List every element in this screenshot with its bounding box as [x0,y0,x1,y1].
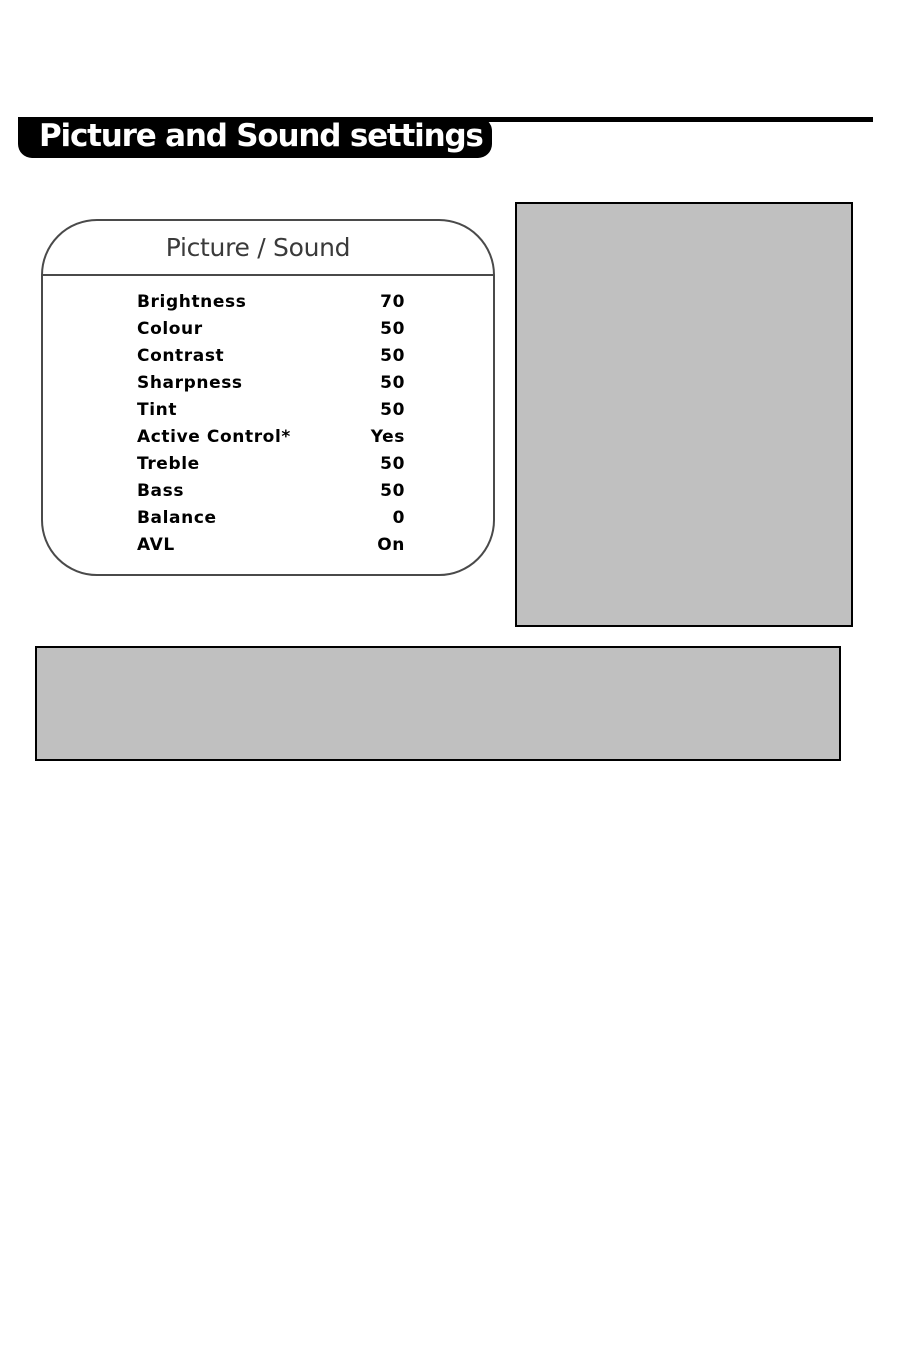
menu-item-value: 50 [380,400,405,420]
section-header [18,117,492,158]
menu-item-value: 50 [380,346,405,366]
menu-item-value: On [377,535,405,555]
menu-item-label: Balance [137,508,217,528]
menu-item-label: Colour [137,319,203,339]
menu-item-label: Brightness [137,292,247,312]
menu-item-label: Bass [137,481,185,501]
menu-title: Picture / Sound [165,233,351,262]
menu-item-balance[interactable] [137,505,405,532]
menu-item-value: 50 [380,373,405,393]
picture-sound-menu [41,219,495,576]
menu-item-label: Contrast [137,346,225,366]
menu-item-contrast[interactable] [137,343,405,370]
placeholder-box-bottom [35,646,841,761]
menu-list [137,289,405,559]
menu-item-value: Yes [370,427,405,447]
menu-item-label: AVL [137,535,175,555]
section-title: Picture and Sound settings [39,118,483,154]
menu-item-tint[interactable] [137,397,405,424]
menu-item-value: 50 [380,481,405,501]
menu-item-value: 0 [392,508,405,528]
menu-item-label: Treble [137,454,200,474]
menu-item-bass[interactable] [137,478,405,505]
menu-item-value: 70 [380,292,405,312]
menu-item-active-control[interactable] [137,424,405,451]
menu-item-colour[interactable] [137,316,405,343]
menu-item-sharpness[interactable] [137,370,405,397]
menu-item-value: 50 [380,319,405,339]
menu-divider [43,274,493,276]
menu-item-label: Active Control* [137,427,291,447]
menu-item-avl[interactable] [137,532,405,559]
placeholder-box-right [515,202,853,627]
menu-item-brightness[interactable] [137,289,405,316]
menu-item-treble[interactable] [137,451,405,478]
menu-item-label: Tint [137,400,178,420]
menu-item-value: 50 [380,454,405,474]
menu-item-label: Sharpness [137,373,243,393]
